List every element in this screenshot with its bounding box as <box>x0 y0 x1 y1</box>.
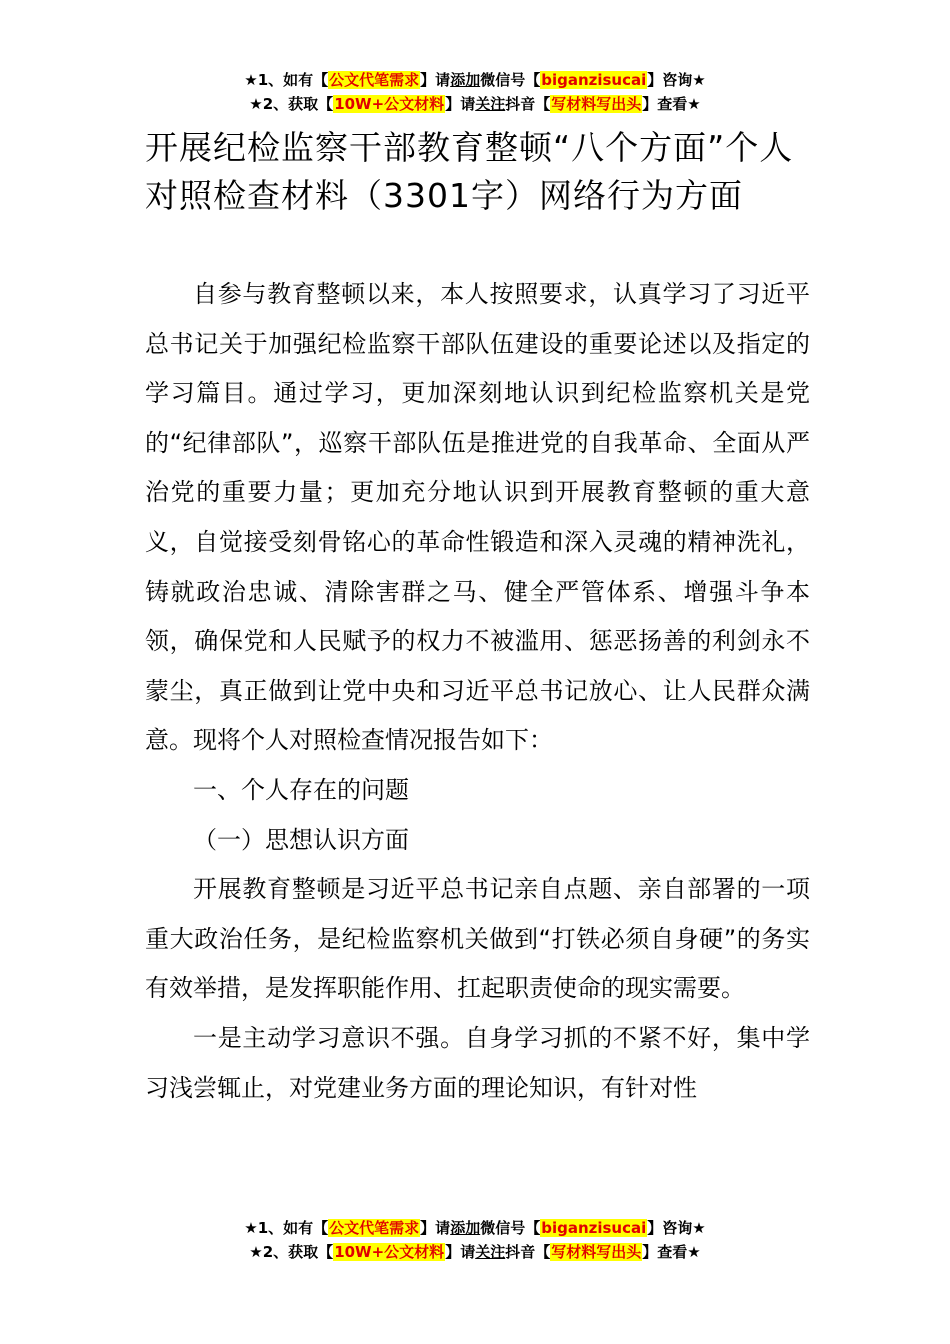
paragraph: 自参与教育整顿以来，本人按照要求，认真学习了习近平总书记关于加强纪检监察干部队伍建设的重要论述以及指定的学习篇目。通过学习，更加深刻地认识到纪检监察机关是党的“纪律部队”，巡察干部队伍是推进党的自我革命、全面从严治党的重要力量；更加充分地认识到开展教育整顿的重大意义，自觉接受刻骨铭心的革命性锻造和深入灵魂的精神洗礼，铸就政治忠诚、清除害群之马、健全严管体系、增强斗争本领，确保党和人民赋予的权力不被滥用、惩恶扬善的利剑永不蒙尘，真正做到让党中央和习近平总书记放心、让人民群众满意。现将个人对照检查情况报告如下： <box>145 280 810 755</box>
promo-underlined-text: 添加 <box>450 71 481 89</box>
promo-douyin-name: 写材料写出头 <box>551 95 642 113</box>
promo-line-1 <box>0 1216 950 1240</box>
promo-text: 】请 <box>420 1219 451 1237</box>
promo-text: 】查看★ <box>642 1243 701 1261</box>
promo-line-2 <box>0 92 950 116</box>
paragraph: 开展教育整顿是习近平总书记亲自点题、亲自部署的一项重大政治任务，是纪检监察机关做到“打铁必须自身硬”的务实有效举措，是发挥职能作用、扛起职责使命的现实需要。 <box>145 875 810 1003</box>
promo-footer <box>0 1216 950 1264</box>
promo-text: 】请 <box>445 95 476 113</box>
promo-wechat-id: biganzisucai <box>541 1219 647 1237</box>
paragraph: 一是主动学习意识不强。自身学习抓的不紧不好，集中学习浅尝辄止，对党建业务方面的理论知识，有针对性 <box>145 1023 810 1102</box>
promo-header <box>0 68 950 116</box>
promo-text: 】咨询★ <box>647 1219 706 1237</box>
promo-underlined-text: 关注 <box>475 1243 506 1261</box>
document-body <box>145 270 810 1113</box>
promo-highlight: 10W+公文材料 <box>334 1243 445 1261</box>
promo-text: ★2、获取【 <box>249 95 334 113</box>
promo-text: 微信号【 <box>480 1219 541 1237</box>
promo-text: 】请 <box>420 71 451 89</box>
promo-text: 】咨询★ <box>647 71 706 89</box>
promo-text: 抖音【 <box>505 1243 551 1261</box>
promo-underlined-text: 关注 <box>475 95 506 113</box>
promo-text: ★1、如有【 <box>244 1219 329 1237</box>
promo-text: 】请 <box>445 1243 476 1261</box>
promo-text: ★1、如有【 <box>244 71 329 89</box>
document-title: 开展纪检监察干部教育整顿“八个方面”个人对照检查材料（3301字）网络行为方面 <box>145 128 794 215</box>
promo-wechat-id: biganzisucai <box>541 71 647 89</box>
subsection-heading: （一）思想认识方面 <box>193 825 409 854</box>
promo-douyin-name: 写材料写出头 <box>551 1243 642 1261</box>
promo-highlight: 公文代笔需求 <box>329 1219 420 1237</box>
promo-text: 抖音【 <box>505 95 551 113</box>
promo-text: 】查看★ <box>642 95 701 113</box>
promo-underlined-text: 添加 <box>450 1219 481 1237</box>
promo-highlight: 10W+公文材料 <box>334 95 445 113</box>
promo-highlight: 公文代笔需求 <box>329 71 420 89</box>
section-heading: 一、个人存在的问题 <box>193 775 409 804</box>
promo-line-2 <box>0 1240 950 1264</box>
promo-text: ★2、获取【 <box>249 1243 334 1261</box>
promo-text: 微信号【 <box>480 71 541 89</box>
promo-line-1 <box>0 68 950 92</box>
